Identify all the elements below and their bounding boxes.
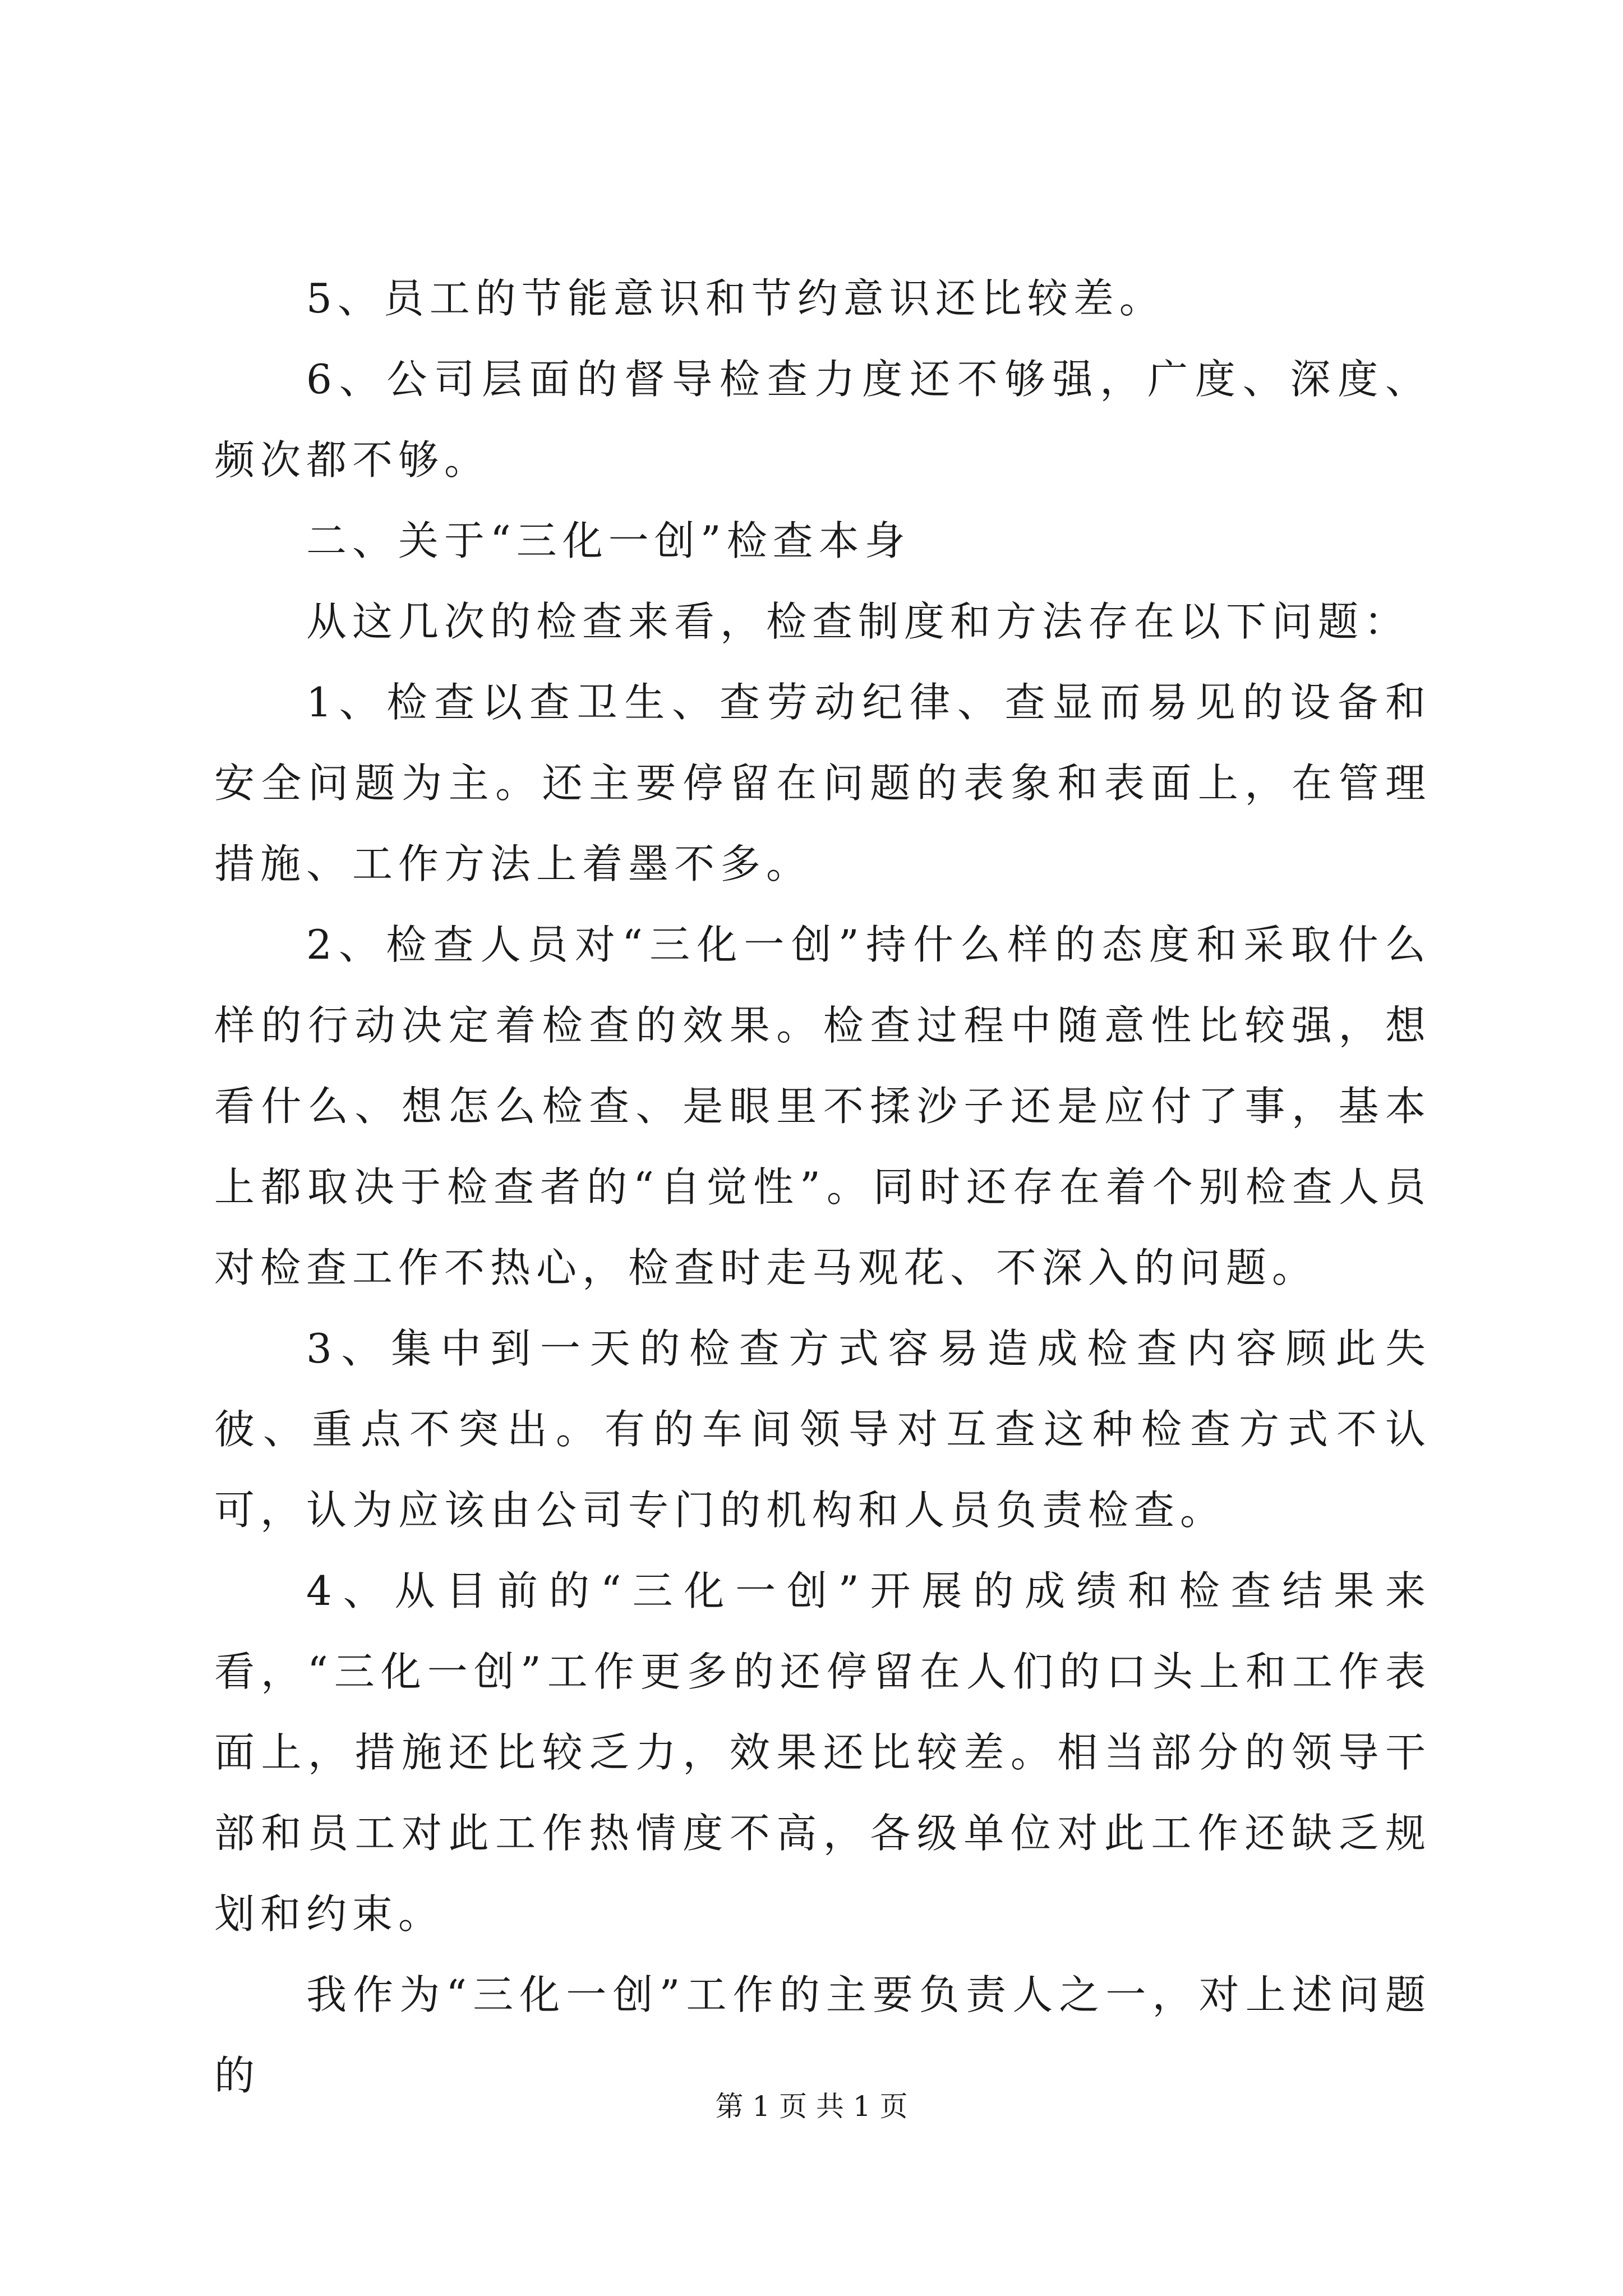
page-number: 第 1 页 共 1 页 xyxy=(715,2090,908,2123)
paragraph-issue-4: 4、从目前的“三化一创”开展的成绩和检查结果来看，“三化一创”工作更多的还停留在人们的口头上和工作表面上，措施还比较乏力，效果还比较差。相当部分的领导干部和员工对此工作热情度不高，各级单位对此工作还缺乏规划和约束。 xyxy=(214,1567,1431,1938)
paragraph-item-6: 6、公司层面的督导检查力度还不够强，广度、深度、频次都不够。 xyxy=(214,356,1431,484)
section-heading: 二、关于“三化一创”检查本身 xyxy=(306,517,911,564)
paragraph-closing: 我作为“三化一创”工作的主要负责人之一，对上述问题的 xyxy=(214,1971,1431,2099)
paragraph-intro: 从这几次的检查来看，检查制度和方法存在以下问题： xyxy=(306,598,1410,645)
document-body xyxy=(214,258,1431,2116)
paragraph-issue-1: 1、检查以查卫生、查劳动纪律、查显而易见的设备和安全问题为主。还主要停留在问题的表象和表面上，在管理措施、工作方法上着墨不多。 xyxy=(214,679,1431,887)
page-footer xyxy=(0,2087,1623,2126)
paragraph-item-5: 5、员工的节能意识和节约意识还比较差。 xyxy=(306,275,1165,322)
paragraph-issue-3: 3、集中到一天的检查方式容易造成检查内容顾此失彼、重点不突出。有的车间领导对互查这种检查方式不认可，认为应该由公司专门的机构和人员负责检查。 xyxy=(214,1325,1431,1534)
paragraph-issue-2: 2、检查人员对“三化一创”持什么样的态度和采取什么样的行动决定着检查的效果。检查过程中随意性比较强，想看什么、想怎么检查、是眼里不揉沙子还是应付了事，基本上都取决于检查者的“自觉性”。同时还存在着个别检查人员对检查工作不热心，检查时走马观花、不深入的问题。 xyxy=(214,921,1431,1291)
